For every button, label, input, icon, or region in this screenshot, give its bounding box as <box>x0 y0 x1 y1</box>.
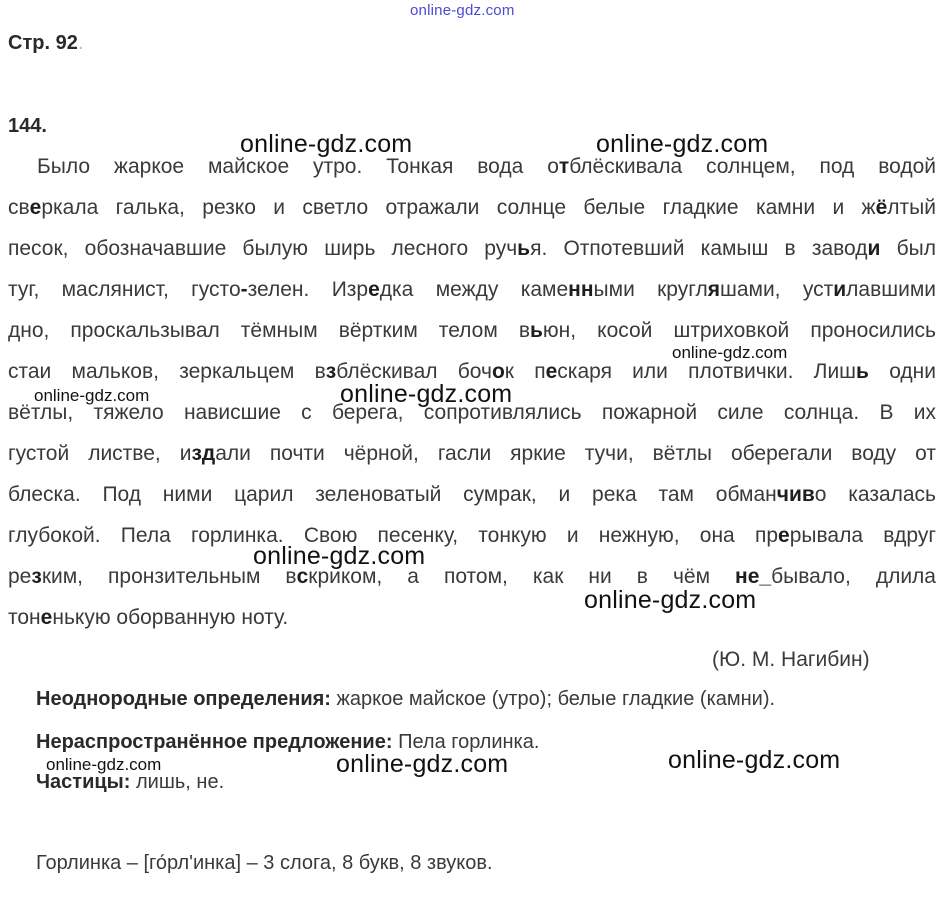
watermark: online-gdz.com <box>340 380 513 408</box>
watermark: online-gdz.com <box>584 586 757 614</box>
phonetic-transcription: Горлинка – [го́рл'инка] – 3 слога, 8 букв, 8 звуков. <box>36 852 493 874</box>
page-number <box>8 32 83 55</box>
text-line-3: песок, обозначавшие былую ширь лесного ручья. Отпотевший камыш в заводи был <box>8 237 936 260</box>
text-line-10: глубокой. Пела горлинка. Свою песенку, тонкую и нежную, она прерывала вдруг <box>8 524 936 547</box>
answer-simple-sentence: Нераспространённое предложение: Пела горлинка. <box>36 731 540 753</box>
watermark: online-gdz.com <box>336 750 509 778</box>
watermark: online-gdz.com <box>240 130 413 158</box>
page-number-text: Стр. 92 <box>8 32 78 54</box>
text-line-2: сверкала галька, резко и светло отражали солнце белые гладкие камни и жёлтый <box>8 196 936 219</box>
watermark: online-gdz.com <box>596 130 769 158</box>
text-line-12: тоненькую оборванную ноту. <box>8 606 289 629</box>
text-line-4: туг, маслянист, густо-зелен. Изредка между каменными кругляшами, устилавшими <box>8 278 936 301</box>
text-line-6: стаи мальков, зеркальцем взблёскивал бочок пескаря или плотвички. Лишь одни <box>8 360 936 383</box>
watermark: online-gdz.com <box>672 343 788 362</box>
watermark: online-gdz.com <box>253 542 426 570</box>
task-number: 144. <box>8 115 47 137</box>
text-line-1: Было жаркое майское утро. Тонкая вода отблёскивала солнцем, под водой <box>37 155 936 178</box>
watermark: online-gdz.com <box>34 386 150 405</box>
answer-heterogeneous-attributes: Неоднородные определения: жаркое майское (утро); белые гладкие (камни). <box>36 688 776 710</box>
header-watermark: online-gdz.com <box>410 2 515 19</box>
text-line-8: густой листве, издали почти чёрной, гасли яркие тучи, вётлы оберегали воду от <box>8 442 936 465</box>
page-number-dot: . <box>77 32 84 54</box>
text-line-5: дно, проскальзывал тёмным вёртким телом вьюн, косой штриховкой проносились <box>8 319 936 342</box>
text-line-7: вётлы, тяжело нависшие с берега, сопротивлялись пожарной силе солнца. В их <box>8 401 936 424</box>
author-attribution: (Ю. М. Нагибин) <box>712 648 870 671</box>
text-line-9: блеска. Под ними царил зеленоватый сумрак, и река там обманчиво казалась <box>8 483 936 506</box>
watermark: online-gdz.com <box>46 755 162 774</box>
watermark: online-gdz.com <box>668 746 841 774</box>
text-line-11: резким, пронзительным вскриком, а потом, как ни в чём не_бывало, длила <box>8 565 936 588</box>
answer-particles: Частицы: лишь, не. <box>36 771 225 793</box>
